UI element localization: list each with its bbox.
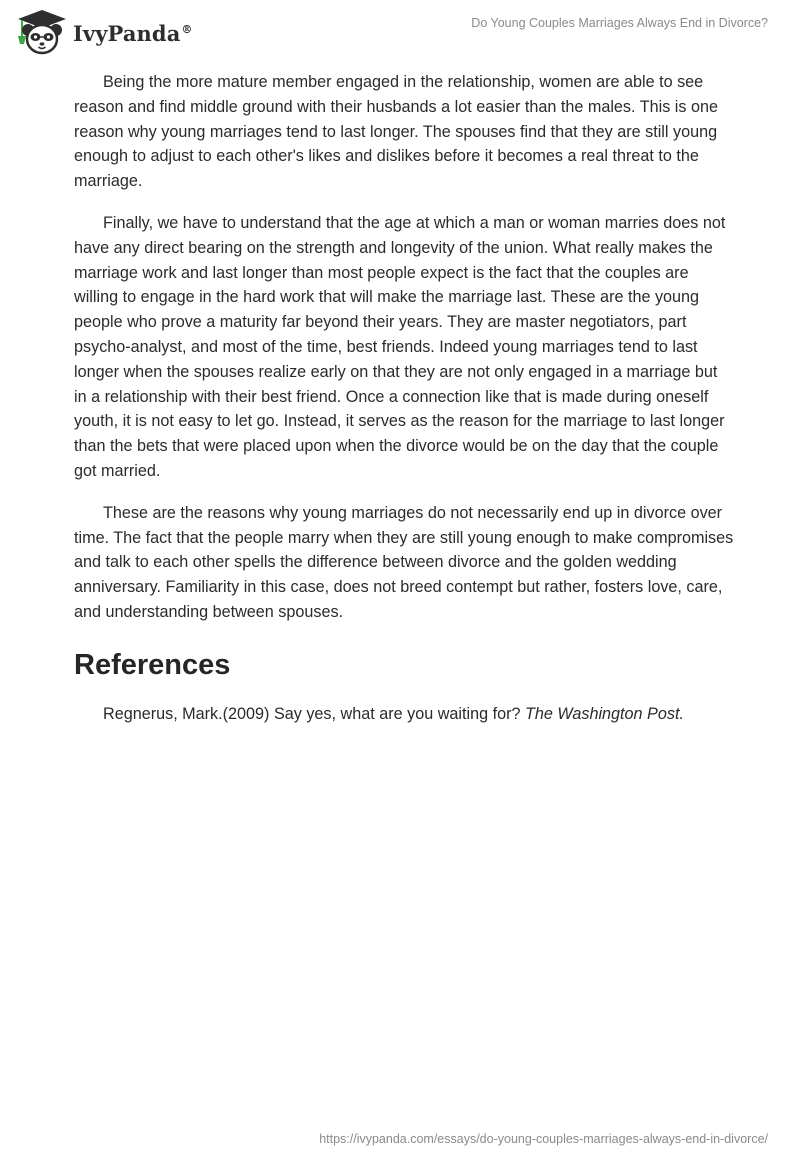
panda-graduate-icon (14, 8, 70, 56)
source-url[interactable]: https://ivypanda.com/essays/do-young-couples-marriages-always-end-in-divorce/ (319, 1132, 768, 1146)
brand-name: IvyPanda® (73, 20, 193, 46)
document-title: Do Young Couples Marriages Always End in Divorce? (471, 16, 768, 30)
body-paragraph: Finally, we have to understand that the age at which a man or woman marries does not have any direct bearing on the strength and longevity of the union. What really makes the marriage work and last longer than most people expect is the fact that the couples are willing to engage in the hard work that will make the marriage last. These are the young people who prove a maturity far beyond their years. They are master negotiators, part psycho-analyst, and most of the time, best friends. Indeed young marriages tend to last longer when the spouses realize early on that they are not only engaged in a marriage but in a relationship with their best friend. Once a connection like that is made during oneself youth, it is not easy to let go. Instead, it serves as the reason for the marriage to last longer than the bets that were placed upon when the divorce would be on the day that the couple got married. (74, 213, 726, 480)
body-paragraph: Being the more mature member engaged in the relationship, women are able to see reason and find middle ground with their husbands a lot easier than the males. This is one reason why young marriages tend to last longer. The spouses find that they are still young enough to adjust to each other's likes and dislikes before it becomes a real threat to the marriage. (74, 73, 718, 191)
reference-source: The Washington Post. (524, 704, 684, 723)
reference-entry (74, 702, 734, 727)
brand-logo[interactable] (14, 8, 193, 56)
page-header (0, 0, 800, 62)
essay-body (74, 70, 734, 727)
body-paragraph: These are the reasons why young marriages do not necessarily end up in divorce over time. The fact that the people marry when they are still young enough to make compromises and talk to each other spells the difference between divorce and the golden wedding anniversary. Familiarity in this case, does not breed contempt but rather, fosters love, care, and understanding between spouses. (74, 503, 734, 621)
references-heading: References (74, 648, 231, 681)
registered-mark: ® (181, 22, 193, 36)
reference-text: Regnerus, Mark.(2009) Say yes, what are you waiting for? (103, 704, 525, 723)
